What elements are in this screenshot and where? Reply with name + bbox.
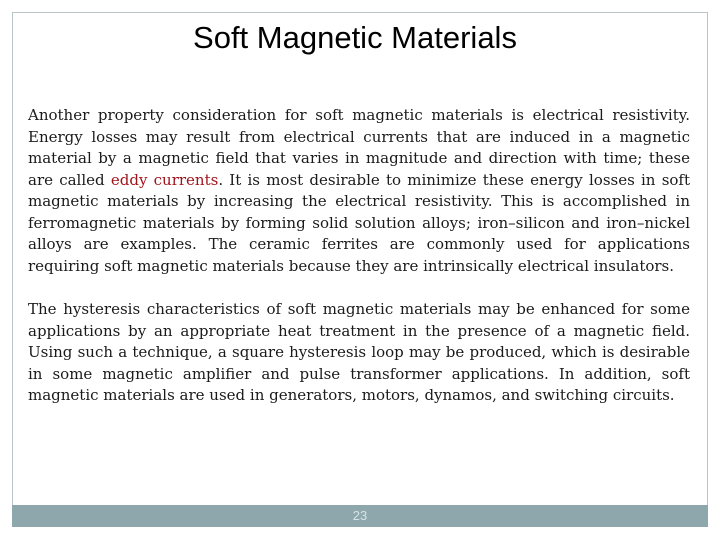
- paragraph-eddy-currents: [28, 105, 690, 277]
- slide-title: Soft Magnetic Materials: [193, 20, 517, 55]
- paragraph-1-text-start: Another property consideration for soft magnetic materials is electrical resistivity. Energy losses may result from electrical currents that are induced in a magnetic material by a magnetic field that varies in magnitude and direction with time; these are called: [28, 106, 690, 189]
- paragraph-hysteresis: The hysteresis characteristics of soft magnetic materials may be enhanced for some applications by an appropriate heat treatment in the presence of a magnetic field. Using such a technique, a square hysteresis loop may be produced, which is desirable in some magnetic amplifier and pulse transformer applications. In addition, soft magnetic materials are used in generators, motors, dynamos, and switching circuits.: [28, 300, 690, 404]
- page-number: 23: [352, 508, 368, 523]
- eddy-currents-term: eddy currents: [110, 170, 219, 189]
- footer-bar: [12, 505, 708, 527]
- paragraph-1-text-end: . It is most desirable to minimize these energy losses in soft magnetic materials by increasing the electrical resistivity. This is accomplished in ferromagnetic materials by forming solid solution alloys; iron–silicon and iron–nickel alloys are examples. The ceramic ferrites are commonly used for applications requiring soft magnetic materials because they are intrinsically electrical insulators.: [28, 170, 690, 275]
